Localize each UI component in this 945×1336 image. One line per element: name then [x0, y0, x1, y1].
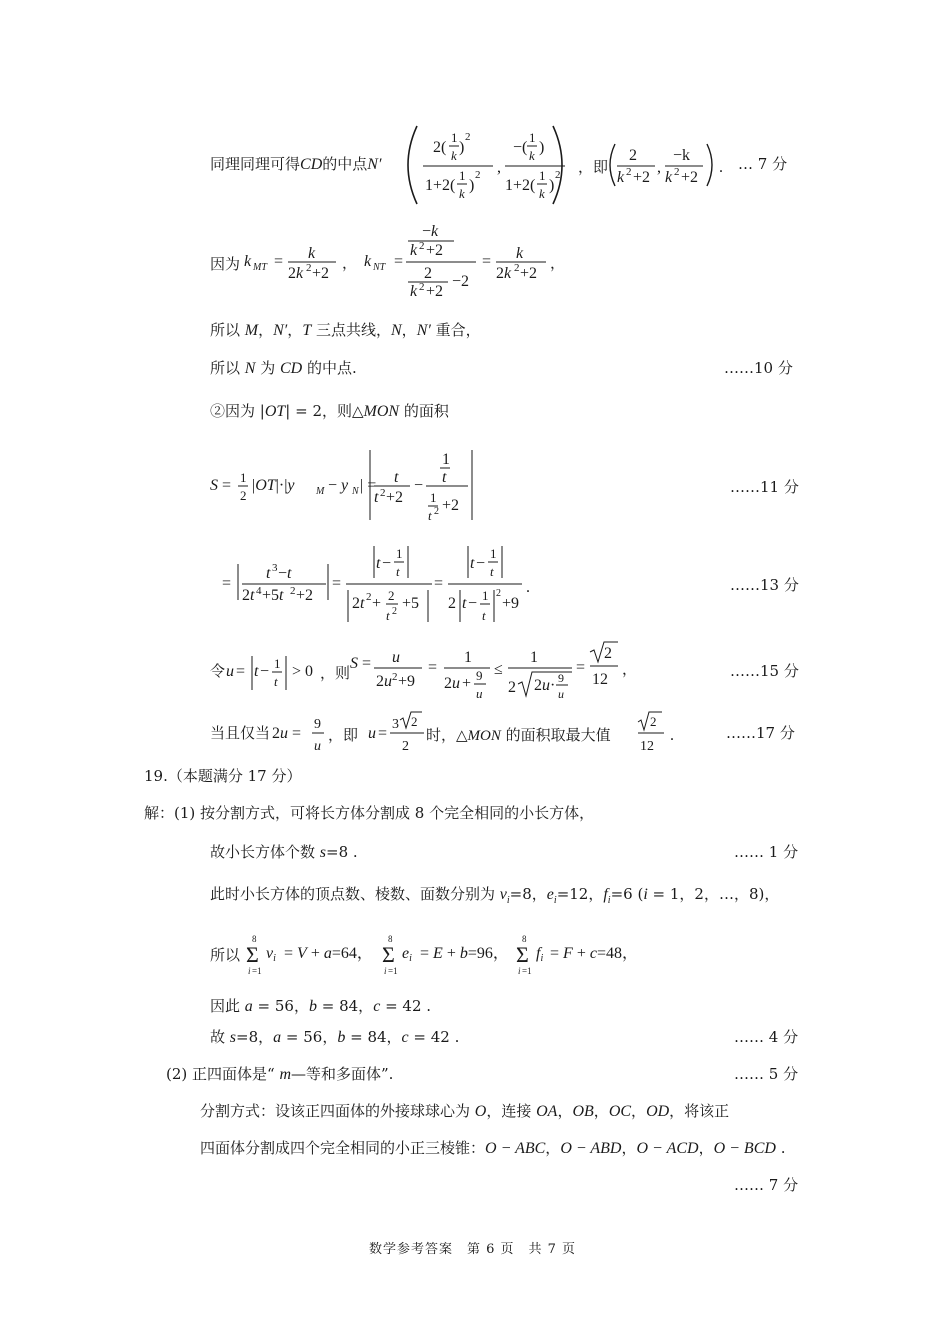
svg-text:2: 2	[388, 588, 395, 603]
svg-text:k: k	[539, 186, 545, 201]
line-8-label: 令	[210, 662, 226, 680]
svg-text:2: 2	[650, 714, 657, 729]
line-12: 故小长方体个数 s=8 .	[210, 843, 358, 861]
svg-text:Σ: Σ	[382, 942, 395, 967]
svg-text:2: 2	[240, 488, 247, 503]
svg-text:1+2(: 1+2(	[425, 177, 456, 194]
svg-text:t: t	[374, 489, 379, 506]
svg-text:=1: =1	[388, 966, 398, 976]
svg-text:t: t	[442, 469, 447, 486]
svg-text:NT: NT	[373, 262, 386, 273]
svg-text:−(: −(	[513, 139, 528, 156]
svg-text:2: 2	[392, 671, 398, 683]
line-15: 因此 a = 56，b = 84，c = 42 .	[210, 997, 432, 1015]
svg-text:1: 1	[464, 649, 472, 666]
line-6-formula	[210, 446, 510, 526]
svg-text:t: t	[254, 663, 259, 680]
svg-text:1: 1	[530, 649, 538, 666]
line-12-score: …… 1 分	[734, 843, 799, 861]
svg-text:1: 1	[240, 470, 247, 485]
svg-text:u: u	[226, 663, 234, 680]
line-9-score: ……17 分	[726, 724, 795, 742]
svg-text:2: 2	[402, 739, 409, 754]
svg-text:Σ: Σ	[246, 942, 259, 967]
svg-text:3: 3	[272, 562, 278, 574]
svg-text:k: k	[410, 242, 418, 259]
line-9-label: 当且仅当	[210, 724, 271, 742]
svg-text:−k: −k	[673, 147, 691, 164]
svg-text:1: 1	[482, 588, 489, 603]
svg-text:1: 1	[490, 546, 497, 561]
svg-text:4: 4	[256, 585, 262, 597]
line-8-score: ……15 分	[730, 662, 799, 680]
svg-text:+2: +2	[520, 265, 538, 282]
svg-text:2u =: 2u =	[272, 725, 302, 742]
line-16: 故 s=8，a = 56，b = 84，c = 42 .	[210, 1028, 460, 1046]
svg-text:9: 9	[476, 668, 483, 683]
svg-text:+9: +9	[502, 595, 520, 612]
svg-text:| =: | =	[360, 477, 377, 494]
svg-text:=1: =1	[522, 966, 532, 976]
svg-text:Σ: Σ	[516, 942, 529, 967]
svg-text:2: 2	[419, 281, 425, 293]
svg-text:k: k	[529, 148, 535, 163]
line-17: (2) 正四面体是“ m—等和多面体”.	[166, 1065, 394, 1083]
line-6-score: ……11 分	[730, 478, 799, 496]
svg-text:−: −	[382, 555, 392, 572]
svg-text:): )	[459, 139, 465, 156]
svg-text:t: t	[386, 608, 390, 623]
line-13: 此时小长方体的顶点数、棱数、面数分别为 $v_i=8$，$e_i=12$，$f_i=6$ (i = 1，2，…，8)，	[210, 885, 780, 907]
svg-text:k: k	[244, 253, 252, 270]
svg-text:，: ，	[622, 660, 638, 678]
svg-text:2u: 2u	[444, 675, 460, 692]
svg-text:t: t	[490, 564, 494, 579]
svg-text:vi: vi	[266, 945, 276, 964]
svg-text:|OT|·|y: |OT|·|y	[252, 477, 295, 494]
svg-text:fi: fi	[536, 945, 544, 964]
svg-text:−k: −k	[422, 223, 439, 240]
svg-text:2: 2	[465, 131, 471, 143]
svg-text:+2: +2	[386, 489, 404, 506]
svg-text:+2: +2	[633, 169, 651, 186]
svg-text:8: 8	[522, 934, 527, 944]
svg-text:=: =	[332, 575, 342, 592]
svg-text:t: t	[394, 469, 399, 486]
svg-text:9: 9	[558, 671, 564, 685]
svg-text:−: −	[476, 555, 486, 572]
svg-text:t: t	[482, 608, 486, 623]
svg-text:+2: +2	[312, 265, 330, 282]
svg-text:+5t: +5t	[262, 587, 284, 604]
line-7-score: ……13 分	[730, 576, 799, 594]
svg-text:k: k	[516, 245, 524, 262]
svg-text:2(: 2(	[433, 139, 447, 156]
svg-text:2: 2	[508, 679, 516, 696]
svg-text:=: =	[222, 477, 232, 494]
line-18: 分割方式：设该正四面体的外接球球心为 O，连接 OA，OB，OC，OD，将该正	[200, 1102, 730, 1120]
svg-text:−: −	[414, 477, 424, 494]
svg-text:i: i	[518, 966, 521, 976]
svg-text:S: S	[350, 655, 358, 672]
svg-text:9: 9	[314, 717, 321, 732]
svg-text:u: u	[392, 649, 400, 666]
svg-text:=: =	[378, 725, 388, 742]
svg-text:i: i	[384, 966, 387, 976]
svg-text:，即: ，即	[578, 158, 609, 176]
svg-text:k: k	[308, 245, 316, 262]
svg-text:t: t	[266, 565, 271, 582]
svg-text:+: +	[462, 675, 472, 692]
svg-text:2: 2	[555, 169, 561, 181]
svg-text:，: ，	[342, 254, 358, 272]
svg-text:=: =	[236, 663, 246, 680]
line-1-formula	[393, 120, 783, 210]
question-19-heading: 19.（本题满分 17 分）	[144, 767, 302, 785]
svg-text:2: 2	[626, 166, 632, 178]
svg-text:=: =	[434, 575, 444, 592]
line-2-formula	[244, 222, 574, 302]
svg-text:=: =	[576, 659, 586, 676]
svg-text:.: .	[670, 727, 674, 744]
svg-text:1+2(: 1+2(	[505, 177, 536, 194]
svg-text:MT: MT	[253, 262, 267, 273]
svg-text:k: k	[617, 169, 625, 186]
svg-text:− y: − y	[328, 477, 349, 494]
svg-text:t: t	[376, 555, 381, 572]
svg-text:=: =	[274, 253, 284, 270]
svg-text:t: t	[274, 674, 278, 689]
svg-text:1: 1	[529, 130, 536, 145]
svg-text:u: u	[558, 687, 564, 701]
svg-text:N: N	[352, 486, 359, 497]
line-7-formula	[222, 544, 542, 624]
svg-text:t: t	[462, 595, 467, 612]
svg-text:1: 1	[274, 656, 281, 671]
svg-text:t: t	[470, 555, 475, 572]
svg-text:2: 2	[306, 262, 312, 274]
svg-text:): )	[549, 177, 555, 194]
svg-text:+2: +2	[426, 242, 444, 259]
line-8-formula	[226, 638, 646, 708]
svg-text:2k: 2k	[496, 265, 512, 282]
svg-text:i: i	[248, 966, 251, 976]
svg-text:S: S	[210, 477, 218, 494]
svg-text:1: 1	[451, 130, 458, 145]
svg-text:+2: +2	[296, 587, 314, 604]
svg-text:t: t	[396, 564, 400, 579]
svg-text:> 0: > 0	[292, 663, 314, 680]
svg-text:.: .	[719, 159, 723, 176]
svg-text:2: 2	[496, 588, 501, 599]
svg-text:= E + b=96，: = E + b=96，	[420, 945, 509, 962]
svg-text:u: u	[314, 739, 321, 754]
svg-text:2: 2	[448, 595, 456, 612]
line-17-score: …… 5 分	[734, 1065, 799, 1083]
svg-text:+9: +9	[398, 673, 416, 690]
line-9-formula	[272, 708, 682, 758]
svg-text:+2: +2	[442, 497, 460, 514]
svg-text:u: u	[368, 725, 376, 742]
svg-text:，: ，	[550, 254, 566, 272]
svg-text:，则: ，则	[320, 664, 351, 682]
svg-text:2: 2	[475, 169, 481, 181]
svg-text:2t: 2t	[352, 595, 365, 612]
svg-text:2: 2	[514, 262, 520, 274]
line-5: ②因为 |OT| = 2，则△MON 的面积	[210, 402, 449, 420]
svg-text:1: 1	[442, 451, 450, 468]
svg-text:2: 2	[434, 506, 439, 517]
svg-text:=: =	[482, 253, 492, 270]
line-1-label: 同理同理可得CD的中点N′	[210, 155, 382, 173]
svg-text:2: 2	[629, 147, 637, 164]
svg-text:+5: +5	[402, 595, 420, 612]
svg-text:，即: ，即	[328, 726, 359, 744]
svg-text:2: 2	[392, 606, 397, 617]
svg-text:2u: 2u	[376, 673, 392, 690]
svg-text:2: 2	[419, 240, 425, 252]
svg-text:8: 8	[252, 934, 257, 944]
line-20-score: …… 7 分	[734, 1176, 799, 1194]
svg-text:2: 2	[604, 645, 612, 662]
svg-text:2t: 2t	[242, 587, 255, 604]
line-16-score: …… 4 分	[734, 1028, 799, 1046]
line-19: 四面体分割成四个完全相同的小正三棱锥：O − ABC，O − ABD，O − ACD，O − BCD .	[200, 1139, 786, 1157]
svg-text:t: t	[428, 508, 432, 523]
svg-text:12: 12	[592, 671, 608, 688]
svg-text:1: 1	[396, 546, 403, 561]
svg-text:ei: ei	[402, 945, 412, 964]
svg-text:=1: =1	[252, 966, 262, 976]
svg-text:2u·: 2u·	[534, 677, 556, 694]
svg-text:u: u	[476, 686, 483, 701]
svg-text:时，△MON 的面积取最大值: 时，△MON 的面积取最大值	[426, 726, 611, 744]
svg-text:+: +	[372, 595, 382, 612]
svg-text:): )	[539, 139, 545, 156]
svg-text:+2: +2	[426, 283, 444, 300]
page-footer: 数学参考答案 第 6 页 共 7 页	[368, 1242, 577, 1257]
svg-text:2k: 2k	[288, 265, 304, 282]
svg-text:=: =	[222, 575, 232, 592]
svg-text:k: k	[665, 169, 673, 186]
svg-text:−: −	[260, 663, 270, 680]
line-4-score: ……10 分	[724, 359, 793, 377]
svg-text:k: k	[451, 148, 457, 163]
svg-text:= F + c=48，: = F + c=48，	[550, 945, 638, 962]
svg-text:,: ,	[497, 159, 501, 176]
svg-text:,: ,	[657, 159, 661, 176]
svg-text:M: M	[316, 486, 325, 497]
svg-text:k: k	[364, 253, 372, 270]
svg-text:−2: −2	[452, 273, 470, 290]
svg-text:−t: −t	[278, 565, 292, 582]
svg-text:= V + a=64，: = V + a=64，	[284, 945, 373, 962]
svg-text:k: k	[410, 283, 418, 300]
svg-text:2: 2	[411, 714, 418, 729]
svg-text:=: =	[362, 655, 372, 672]
svg-text:−: −	[468, 595, 478, 612]
svg-text:.: .	[526, 579, 530, 596]
svg-text:2: 2	[366, 591, 372, 603]
svg-text:12: 12	[640, 739, 654, 754]
svg-text:k: k	[459, 186, 465, 201]
line-14-label: 所以	[210, 946, 241, 964]
svg-text:1: 1	[539, 168, 546, 183]
svg-text:3: 3	[392, 717, 399, 732]
svg-text:≤: ≤	[494, 661, 503, 678]
line-11: 解：(1) 按分割方式，可将长方体分割成 8 个完全相同的小长方体，	[144, 804, 595, 822]
svg-text:1: 1	[459, 168, 466, 183]
svg-text:2: 2	[290, 585, 296, 597]
svg-text:8: 8	[388, 934, 393, 944]
svg-text:+2: +2	[681, 169, 699, 186]
svg-text:=: =	[428, 659, 438, 676]
svg-text:2: 2	[424, 265, 432, 282]
svg-text:2: 2	[380, 487, 386, 499]
line-1-score: … 7 分	[738, 155, 788, 173]
svg-text:=: =	[394, 253, 404, 270]
svg-text:2: 2	[674, 166, 680, 178]
svg-text:1: 1	[430, 490, 437, 505]
line-14-formula	[244, 930, 644, 978]
line-3: 所以 M，N′，T 三点共线，N，N′ 重合，	[210, 321, 481, 339]
line-4: 所以 N 为 CD 的中点.	[210, 359, 357, 377]
line-2-label: 因为	[210, 255, 241, 273]
svg-text:): )	[469, 177, 475, 194]
